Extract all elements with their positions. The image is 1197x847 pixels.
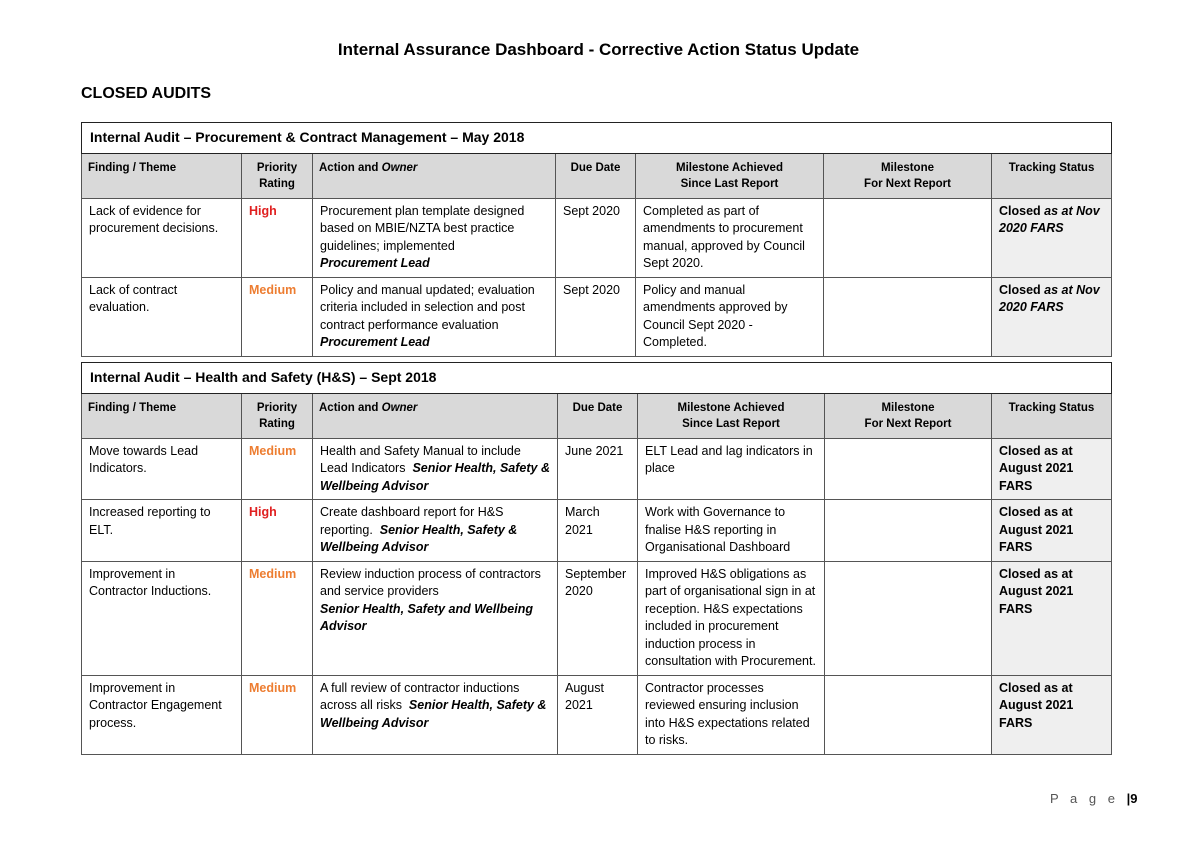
column-header-row (82, 393, 1112, 438)
due-date-cell: August 2021 (558, 675, 638, 754)
tracking-status-cell: Closed as at August 2021 FARS (992, 500, 1112, 562)
audit-table-procurement (81, 122, 1112, 357)
due-date-cell: September 2020 (558, 561, 638, 675)
col-finding: Finding / Theme (82, 393, 242, 438)
tracking-status-cell: Closed as at August 2021 FARS (992, 561, 1112, 675)
due-date-cell: March 2021 (558, 500, 638, 562)
due-date-cell: Sept 2020 (556, 198, 636, 277)
audit-header (82, 123, 1112, 154)
col-tracking-status: Tracking Status (992, 153, 1112, 198)
table-row (82, 277, 1112, 356)
due-date-cell: June 2021 (558, 438, 638, 500)
milestone-achieved-cell: Policy and manual amendments approved by Council Sept 2020 - Completed. (636, 277, 824, 356)
priority-cell: Medium (242, 438, 313, 500)
document-title: Internal Assurance Dashboard - Corrective Action Status Update (337, 40, 860, 59)
action-cell: Create dashboard report for H&S reporting. Senior Health, Safety & Wellbeing Advisor (313, 500, 558, 562)
finding-cell: Lack of contract evaluation. (82, 277, 242, 356)
priority-cell: Medium (242, 561, 313, 675)
milestone-achieved-cell: ELT Lead and lag indicators in place (638, 438, 825, 500)
milestone-achieved-cell: Improved H&S obligations as part of organisational sign in at reception. H&S expectations included in procurement induction process in consultation with Procurement. (638, 561, 825, 675)
col-action: Action and Owner (313, 393, 558, 438)
col-due-date: Due Date (558, 393, 638, 438)
table-row (82, 561, 1112, 675)
milestone-next-cell (825, 438, 992, 500)
section-title: CLOSED AUDITS (81, 85, 212, 102)
col-priority: Priority Rating (242, 153, 313, 198)
milestone-next-cell (825, 500, 992, 562)
owner-text: Senior Health, Safety & Wellbeing Advisor (320, 461, 550, 493)
finding-cell: Increased reporting to ELT. (82, 500, 242, 562)
col-milestone-achieved: Milestone Achieved Since Last Report (636, 153, 824, 198)
priority-cell: High (242, 198, 313, 277)
col-milestone-next: Milestone For Next Report (824, 153, 992, 198)
action-cell: Review induction process of contractors and service providers Senior Health, Safety and Wellbeing Advisor (313, 561, 558, 675)
owner-text: Senior Health, Safety & Wellbeing Advisor (320, 698, 547, 730)
page-number: P a g e |9 (1050, 791, 1138, 806)
table-row (82, 500, 1112, 562)
priority-cell: High (242, 500, 313, 562)
milestone-next-cell (825, 675, 992, 754)
table-row (82, 438, 1112, 500)
due-date-cell: Sept 2020 (556, 277, 636, 356)
milestone-next-cell (825, 561, 992, 675)
finding-cell: Move towards Lead Indicators. (82, 438, 242, 500)
action-cell: Health and Safety Manual to include Lead Indicators Senior Health, Safety & Wellbeing Advisor (313, 438, 558, 500)
finding-cell: Improvement in Contractor Inductions. (82, 561, 242, 675)
audit-title: Internal Audit – Health and Safety (H&S) – Sept 2018 (82, 363, 1112, 394)
column-header-row (82, 153, 1112, 198)
col-action: Action and Owner (313, 153, 556, 198)
priority-cell: Medium (242, 277, 313, 356)
table-row (82, 198, 1112, 277)
milestone-achieved-cell: Completed as part of amendments to procurement manual, approved by Council Sept 2020. (636, 198, 824, 277)
action-cell: Procurement plan template designed based on MBIE/NZTA best practice guidelines; implemented Procurement Lead (313, 198, 556, 277)
tracking-status-cell: Closed as at August 2021 FARS (992, 675, 1112, 754)
owner-text: Procurement Lead (320, 256, 430, 270)
col-tracking-status: Tracking Status (992, 393, 1112, 438)
milestone-next-cell (824, 277, 992, 356)
owner-text: Senior Health, Safety and Wellbeing Advisor (320, 601, 534, 633)
priority-cell: Medium (242, 675, 313, 754)
table-row (82, 675, 1112, 754)
finding-cell: Improvement in Contractor Engagement process. (82, 675, 242, 754)
tracking-status-cell: Closed as at August 2021 FARS (992, 438, 1112, 500)
audit-title: Internal Audit – Procurement & Contract Management – May 2018 (82, 123, 1112, 154)
finding-cell: Lack of evidence for procurement decisions. (82, 198, 242, 277)
audit-table-health-safety (81, 362, 1112, 755)
owner-text: Senior Health, Safety & Wellbeing Advisor (320, 522, 518, 554)
audit-header (82, 363, 1112, 394)
milestone-achieved-cell: Work with Governance to fnalise H&S reporting in Organisational Dashboard (638, 500, 825, 562)
col-priority: Priority Rating (242, 393, 313, 438)
owner-text: Procurement Lead (320, 335, 430, 349)
action-cell: A full review of contractor inductions across all risks Senior Health, Safety & Wellbeing Advisor (313, 675, 558, 754)
milestone-achieved-cell: Contractor processes reviewed ensuring inclusion into H&S expectations related to risks. (638, 675, 825, 754)
tracking-status-cell: Closed as at Nov 2020 FARS (992, 198, 1112, 277)
action-cell: Policy and manual updated; evaluation criteria included in selection and post contract performance evaluation Procurement Lead (313, 277, 556, 356)
col-finding: Finding / Theme (82, 153, 242, 198)
col-due-date: Due Date (556, 153, 636, 198)
col-milestone-achieved: Milestone Achieved Since Last Report (638, 393, 825, 438)
milestone-next-cell (824, 198, 992, 277)
col-milestone-next: Milestone For Next Report (825, 393, 992, 438)
tracking-status-cell: Closed as at Nov 2020 FARS (992, 277, 1112, 356)
